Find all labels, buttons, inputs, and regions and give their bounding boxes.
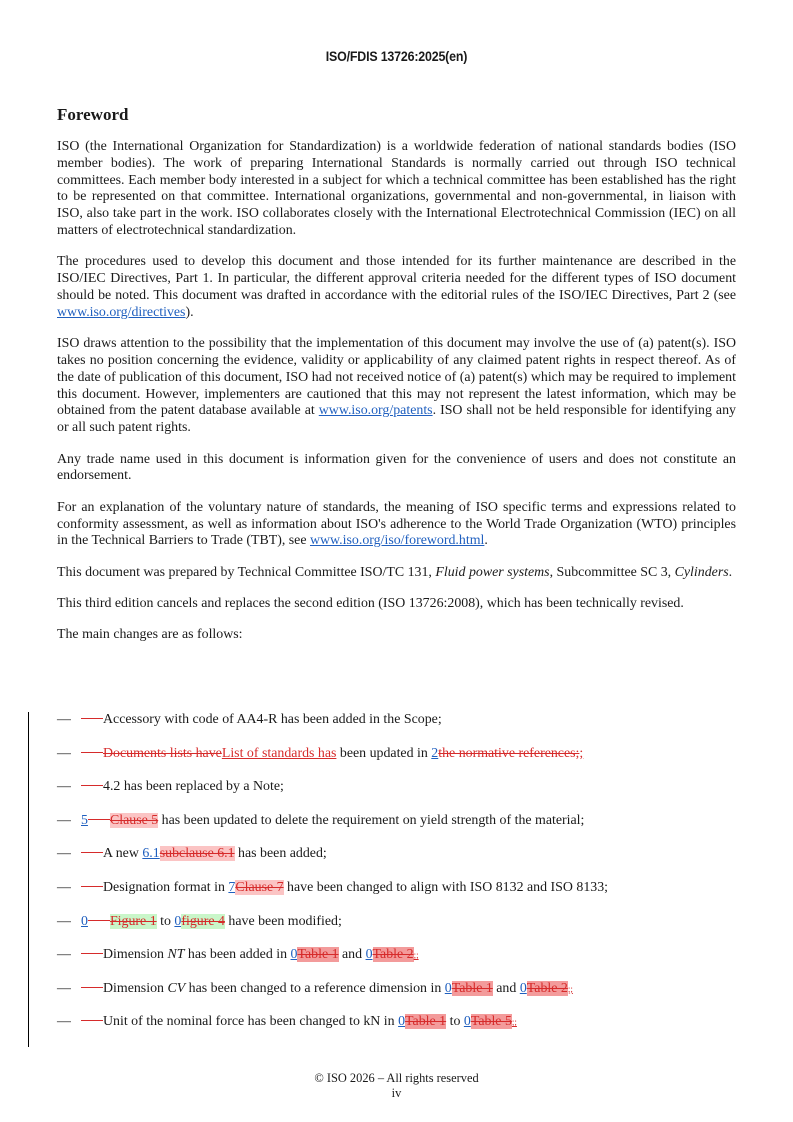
table-reference-link[interactable]: 0 xyxy=(444,980,452,996)
bullet-dash: — xyxy=(57,879,71,895)
paragraph-text: ISO draws attention to the possibility that the implementation of this document may involve the use of (a) patent(s). ISO takes no position concerning the evidence, validity or applicability of any claimed patent rights in respect thereof. As of the date of publication of this document, ISO had not received notice of (a) patent(s) which may be required to implement this document. However, implementers are cautioned that this may not represent the latest information, which may be obtained from the patent database available at xyxy=(57,336,736,419)
deleted-text: Clause 7 xyxy=(235,879,284,895)
item-text: Designation format in xyxy=(103,879,229,895)
bullet-dash: — xyxy=(57,846,71,862)
item-text: Accessory with code of AA4-R has been added in the Scope; xyxy=(103,712,442,727)
list-item xyxy=(57,779,757,813)
document-id-header: ISO/FDIS 13726:2025(en) xyxy=(325,49,468,64)
paragraph-edition: This third edition cancels and replaces the second edition (ISO 13726:2008), which has been technically revised. xyxy=(57,596,684,612)
item-text: and xyxy=(338,947,366,963)
bullet-dash: — xyxy=(57,1014,71,1030)
page-footer xyxy=(0,1071,793,1101)
paragraph-text: ). xyxy=(185,304,194,320)
table-reference-link[interactable]: 0 xyxy=(398,1014,406,1030)
item-text: Dimension xyxy=(103,947,168,963)
item-text: and xyxy=(492,980,520,996)
deleted-text: Table 2 xyxy=(526,980,568,996)
paragraph-text: For an explanation of the voluntary nature of standards, the meaning of ISO specific terms and expressions related to conformity assessment, as well as information about ISO's adherence to the World Trade Organization (WTO) principles in the Technical Barriers to Trade (TBT), see xyxy=(57,499,736,549)
section-title: Foreword xyxy=(57,105,129,124)
item-text: have been changed to align with ISO 8132 and ISO 8133; xyxy=(283,879,609,895)
list-item xyxy=(57,1014,757,1048)
paragraph-patents xyxy=(57,336,736,437)
deleted-dash xyxy=(81,953,103,954)
table-reference-link[interactable]: 0 xyxy=(519,980,527,996)
item-text: Dimension xyxy=(103,980,168,996)
item-text: has been added; xyxy=(234,846,327,862)
paragraph-text: . xyxy=(728,564,733,580)
list-item xyxy=(57,947,757,981)
clause-reference-link[interactable]: 6.1 xyxy=(142,846,160,862)
deleted-text: Table 1 xyxy=(405,1014,447,1030)
item-text: Unit of the nominal force has been changed to kN in xyxy=(103,1014,399,1030)
bullet-dash: — xyxy=(57,812,71,828)
deleted-text: Clause 5 xyxy=(109,812,159,828)
inserted-text: ; xyxy=(579,745,584,761)
paragraph-text: . xyxy=(484,533,488,549)
item-text: have been modified; xyxy=(224,913,342,929)
deleted-dash xyxy=(81,718,103,719)
deleted-text: Figure 1 xyxy=(109,913,157,929)
clause-reference-link[interactable]: 5 xyxy=(81,812,88,828)
clause-reference-link[interactable]: 7 xyxy=(228,879,236,895)
list-item xyxy=(57,880,757,914)
list-item xyxy=(57,746,757,780)
deleted-text: Table 5 xyxy=(470,1014,512,1030)
deleted-dash xyxy=(81,852,103,853)
dimension-symbol: NT xyxy=(167,947,185,963)
paragraph-changes-intro: The main changes are as follows: xyxy=(57,627,243,643)
deleted-dash xyxy=(88,819,110,820)
deleted-text: Table 1 xyxy=(297,947,339,963)
bullet-dash: — xyxy=(57,712,71,727)
list-item xyxy=(57,712,757,746)
deleted-dash xyxy=(81,752,103,753)
subcommittee-name: Cylinders xyxy=(674,564,729,580)
changes-list xyxy=(57,712,757,1048)
paragraph-voluntary xyxy=(57,500,736,550)
foreword-body xyxy=(57,139,736,659)
list-item xyxy=(57,914,757,948)
deleted-text: Table 1 xyxy=(451,980,493,996)
item-text: has been added in xyxy=(184,947,291,963)
deleted-dash xyxy=(81,987,103,988)
committee-name: Fluid power systems xyxy=(435,564,550,580)
paragraph-text: , Subcommittee SC 3, xyxy=(549,564,675,580)
item-text: 4.2 has been replaced by a Note; xyxy=(103,779,284,795)
paragraph-text: This document was prepared by Technical Committee ISO/TC 131, xyxy=(57,564,436,580)
paragraph-trade-name: Any trade name used in this document is information given for the convenience of users and does not constitute an endorsement. xyxy=(57,451,736,484)
tracked-change-bar xyxy=(28,712,29,1047)
bullet-dash: — xyxy=(57,980,71,996)
item-text: to xyxy=(446,1014,464,1030)
item-text: has been updated to delete the requirement on yield strength of the material; xyxy=(158,812,585,828)
table-reference-link[interactable]: 0 xyxy=(290,947,298,963)
dimension-symbol: CV xyxy=(167,980,186,996)
inserted-text: ;; xyxy=(413,950,419,961)
page-number: iv xyxy=(391,1086,402,1100)
deleted-dash xyxy=(81,1020,103,1021)
table-reference-link[interactable]: 0 xyxy=(463,1014,471,1030)
bullet-dash: — xyxy=(57,947,71,963)
item-text: been updated in xyxy=(336,745,432,761)
deleted-dash xyxy=(88,920,110,921)
item-text: has been changed to a reference dimension in xyxy=(185,980,445,996)
paragraph-committee xyxy=(57,565,736,582)
deleted-text: subclause 6.1 xyxy=(159,846,235,862)
list-item xyxy=(57,846,757,880)
bullet-dash: — xyxy=(57,913,71,929)
paragraph-iso-intro: ISO (the International Organization for Standardization) is a worldwide federation of national standards bodies (ISO member bodies). The work of preparing International Standards is normally carried out through ISO technical committees. Each member body interested in a subject for which a technical committee has been established has the right to be represented on that committee. International organizations, governmental and non-governmental, in liaison with ISO, also take part in the work. ISO collaborates closely with the International Electrotechnical Commission (IEC) on all matters of electrotechnical standardization. xyxy=(57,139,736,238)
paragraph-text: The procedures used to develop this document and those intended for its further maintenance are described in the ISO/IEC Directives, Part 1. In particular, the different approval criteria needed for the different types of ISO document should be noted. This document was drafted in accordance with the editorial rules of the ISO/IEC Directives, Part 2 (see xyxy=(57,254,736,303)
figure-reference-link[interactable]: 0 xyxy=(174,913,182,929)
list-item xyxy=(57,813,757,847)
deleted-dash xyxy=(81,886,103,887)
deleted-text: the normative references; xyxy=(438,745,580,761)
inserted-text: List of standards has xyxy=(221,745,337,761)
copyright-notice: © ISO 2026 – All rights reserved xyxy=(314,1071,479,1085)
clause-reference-link[interactable]: 2 xyxy=(431,745,439,761)
deleted-text: figure 4 xyxy=(181,913,225,929)
deleted-text: Table 2 xyxy=(372,947,414,963)
deleted-text: Documents lists have xyxy=(103,745,222,761)
directives-link[interactable]: www.iso.org/directives xyxy=(57,304,186,320)
item-text: A new xyxy=(103,846,143,862)
bullet-dash: — xyxy=(57,745,71,761)
inserted-text: ;; xyxy=(511,1017,517,1028)
item-text: to xyxy=(156,913,175,929)
foreword-link[interactable]: www.iso.org/iso/foreword.html xyxy=(309,533,485,549)
patents-link[interactable]: www.iso.org/patents xyxy=(318,403,433,419)
table-reference-link[interactable]: 0 xyxy=(365,947,373,963)
figure-reference-link[interactable]: 0 xyxy=(81,913,88,929)
bullet-dash: — xyxy=(57,779,71,795)
list-item xyxy=(57,981,757,1015)
deleted-dash xyxy=(81,785,103,786)
paragraph-text: . ISO shall not be held responsible for identifying any or all such patent rights. xyxy=(57,403,736,436)
inserted-text: ;; xyxy=(567,983,573,994)
paragraph-procedures xyxy=(57,254,736,321)
